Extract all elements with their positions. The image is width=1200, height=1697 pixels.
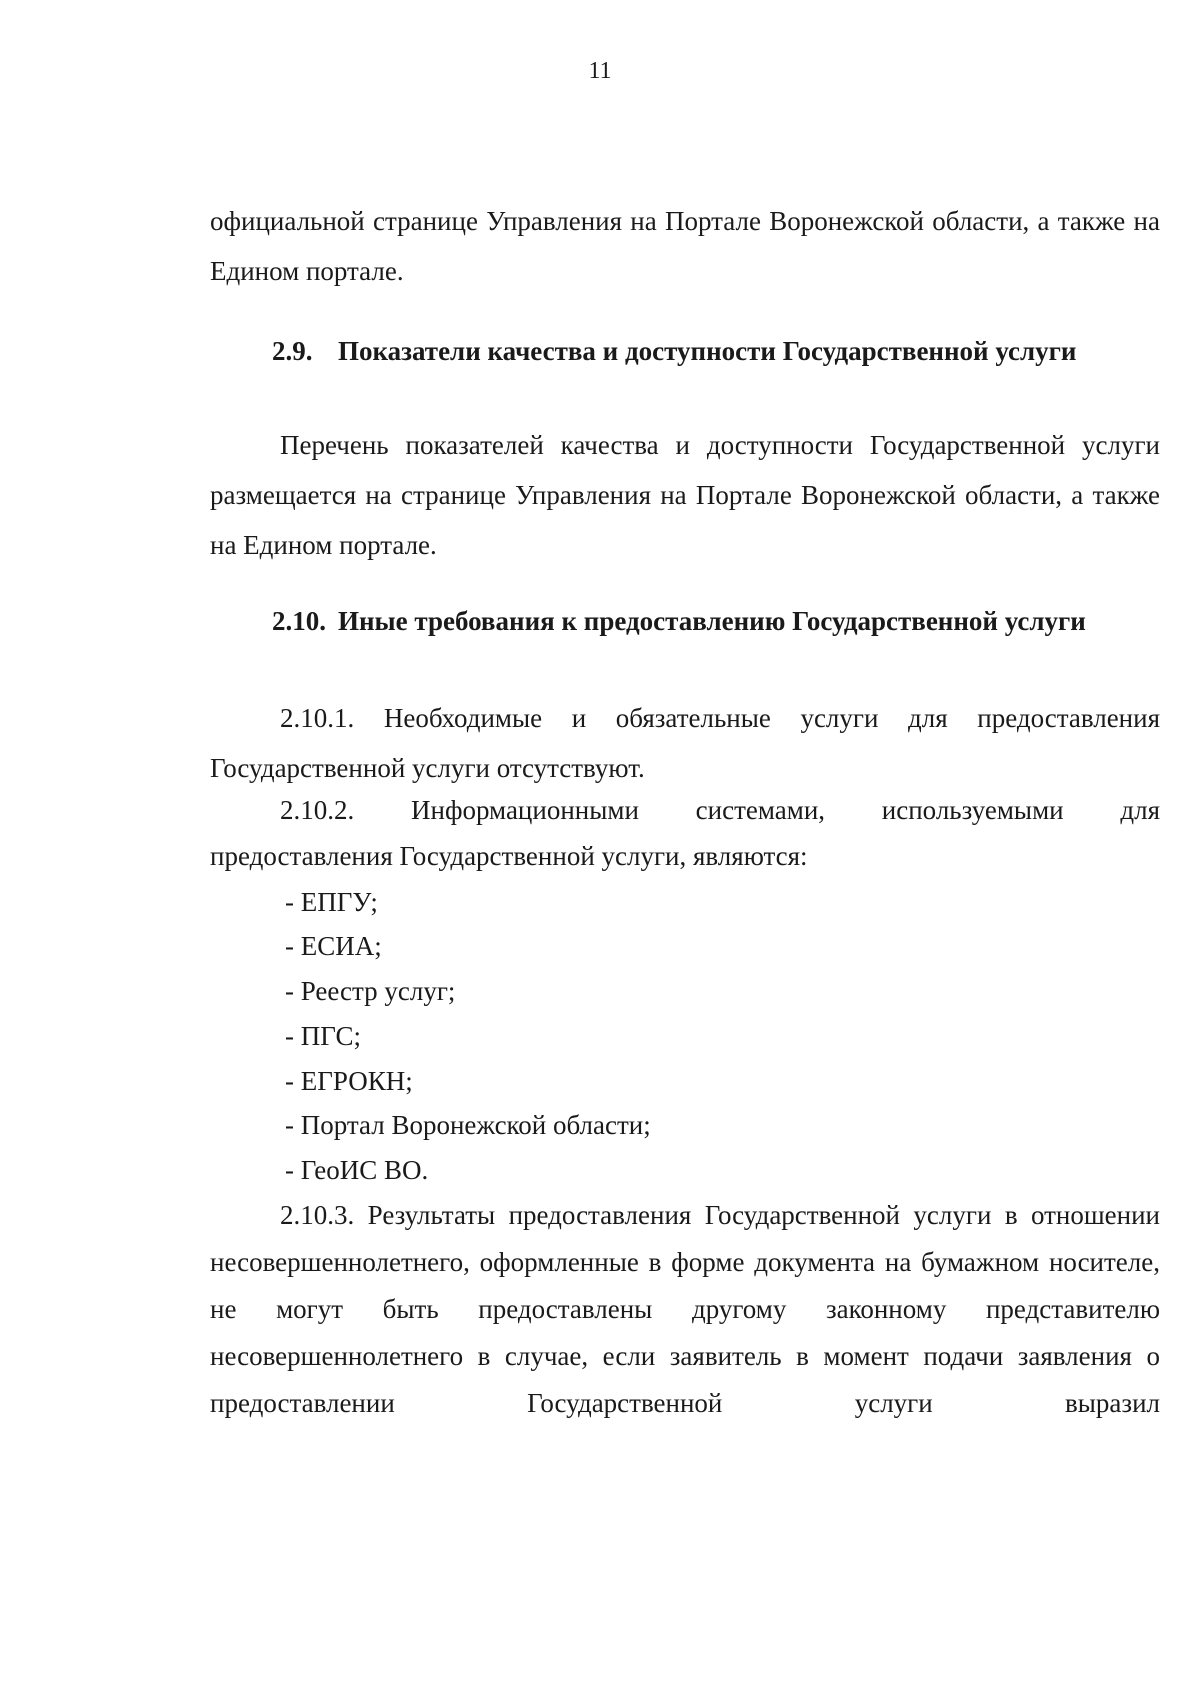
page-number: 11: [588, 58, 612, 84]
section-title: Иные требования к предоставлению Государственной услуги: [338, 606, 1086, 636]
list-item: - Реестр услуг;: [285, 976, 456, 1006]
section-number: 2.10.: [272, 606, 326, 636]
paragraph-quality-indicators: Перечень показателей качества и доступности Государственной услуги размещается на странице Управления на Портале Воронежской области, а также на Едином портале.: [210, 430, 1160, 560]
list-item: - ЕГРОКН;: [285, 1066, 413, 1096]
paragraph-2-10-2-line2: предоставления Государственной услуги, являются:: [210, 841, 808, 871]
list-item: - ЕСИА;: [285, 931, 382, 961]
section-number: 2.9.: [272, 336, 313, 366]
paragraph-2-10-2-line1: 2.10.2. Информационными системами, используемыми для: [280, 795, 1160, 825]
paragraph-2-10-1: 2.10.1. Необходимые и обязательные услуги для предоставления Государственной услуги отсутствуют.: [210, 703, 1160, 783]
list-item: - Портал Воронежской области;: [285, 1110, 651, 1140]
paragraph-2-10-3: 2.10.3. Результаты предоставления Государственной услуги в отношении несовершеннолетнего, оформленные в форме документа на бумажном носителе, не могут быть предоставлены другому законному представителю несовершеннолетнего в случае, если заявитель в момент подачи заявления о предоставлении Государственной услуги выразил: [210, 1200, 1160, 1418]
list-item: - ГеоИС ВО.: [285, 1155, 429, 1185]
section-title: Показатели качества и доступности Государственной услуги: [338, 336, 1077, 366]
list-item: - ПГС;: [285, 1021, 362, 1051]
intro-paragraph: официальной странице Управления на Портале Воронежской области, а также на Едином портале.: [210, 206, 1160, 286]
list-item: - ЕПГУ;: [285, 887, 378, 917]
